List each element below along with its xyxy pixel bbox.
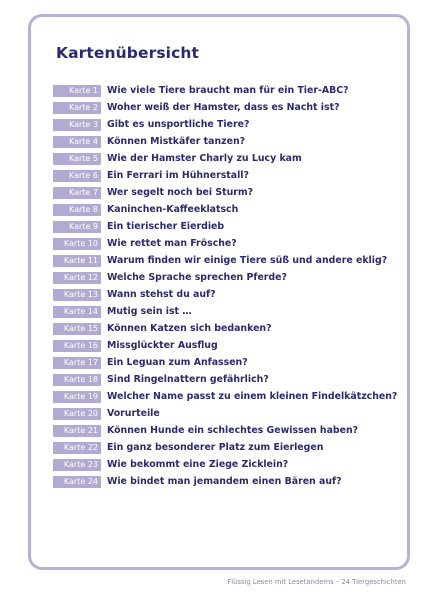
- card-row: [53, 201, 403, 218]
- card-row: [53, 371, 403, 388]
- card-badge: Karte 23: [53, 459, 101, 471]
- card-row: [53, 82, 403, 99]
- card-badge: Karte 5: [53, 153, 101, 165]
- card-badge: Karte 24: [53, 476, 101, 488]
- card-title: Können Katzen sich bedanken?: [107, 323, 272, 334]
- card-badge: Karte 1: [53, 85, 101, 97]
- card-badge: Karte 8: [53, 204, 101, 216]
- card-title: Vorurteile: [107, 408, 160, 419]
- card-list: [53, 82, 403, 490]
- card-row: [53, 422, 403, 439]
- card-row: [53, 116, 403, 133]
- card-row: [53, 184, 403, 201]
- card-title: Wann stehst du auf?: [107, 289, 216, 300]
- card-row: [53, 218, 403, 235]
- card-row: [53, 252, 403, 269]
- card-badge: Karte 2: [53, 102, 101, 114]
- card-title: Wie viele Tiere braucht man für ein Tier-ABC?: [107, 85, 349, 96]
- card-badge: Karte 21: [53, 425, 101, 437]
- card-row: [53, 235, 403, 252]
- card-row: [53, 99, 403, 116]
- card-title: Missglückter Ausflug: [107, 340, 218, 351]
- card-title: Können Mistkäfer tanzen?: [107, 136, 246, 147]
- card-row: [53, 337, 403, 354]
- card-row: [53, 133, 403, 150]
- card-badge: Karte 3: [53, 119, 101, 131]
- card-badge: Karte 16: [53, 340, 101, 352]
- card-title: Welche Sprache sprechen Pferde?: [107, 272, 287, 283]
- card-title: Ein Ferrari im Hühnerstall?: [107, 170, 249, 181]
- card-row: [53, 320, 403, 337]
- card-title: Wie bindet man jemandem einen Bären auf?: [107, 476, 342, 487]
- card-row: [53, 473, 403, 490]
- card-badge: Karte 17: [53, 357, 101, 369]
- card-row: [53, 439, 403, 456]
- card-badge: Karte 15: [53, 323, 101, 335]
- card-badge: Karte 11: [53, 255, 101, 267]
- card-title: Ein ganz besonderer Platz zum Eierlegen: [107, 442, 324, 453]
- card-badge: Karte 6: [53, 170, 101, 182]
- page-title: Kartenübersicht: [56, 44, 200, 62]
- card-badge: Karte 13: [53, 289, 101, 301]
- card-row: [53, 150, 403, 167]
- card-badge: Karte 22: [53, 442, 101, 454]
- card-title: Können Hunde ein schlechtes Gewissen haben?: [107, 425, 359, 436]
- card-badge: Karte 7: [53, 187, 101, 199]
- card-title: Wie bekommt eine Ziege Zicklein?: [107, 459, 289, 470]
- card-title: Mutig sein ist …: [107, 306, 192, 317]
- card-title: Sind Ringelnattern gefährlich?: [107, 374, 269, 385]
- card-badge: Karte 9: [53, 221, 101, 233]
- card-row: [53, 354, 403, 371]
- card-title: Warum finden wir einige Tiere süß und andere eklig?: [107, 255, 388, 266]
- card-title: Wie der Hamster Charly zu Lucy kam: [107, 153, 302, 164]
- card-badge: Karte 19: [53, 391, 101, 403]
- card-title: Ein tierischer Eierdieb: [107, 221, 225, 232]
- card-badge: Karte 10: [53, 238, 101, 250]
- card-title: Ein Leguan zum Anfassen?: [107, 357, 248, 368]
- card-badge: Karte 12: [53, 272, 101, 284]
- card-row: [53, 286, 403, 303]
- card-title: Wer segelt noch bei Sturm?: [107, 187, 254, 198]
- card-row: [53, 167, 403, 184]
- card-badge: Karte 18: [53, 374, 101, 386]
- card-badge: Karte 20: [53, 408, 101, 420]
- page-footer: Flüssig Lesen mit Lesetandems – 24 Tiergeschichten: [227, 578, 406, 586]
- card-row: [53, 269, 403, 286]
- card-row: [53, 456, 403, 473]
- card-title: Wie rettet man Frösche?: [107, 238, 237, 249]
- card-title: Gibt es unsportliche Tiere?: [107, 119, 250, 130]
- card-row: [53, 303, 403, 320]
- card-row: [53, 405, 403, 422]
- card-title: Woher weiß der Hamster, dass es Nacht ist?: [107, 102, 340, 113]
- card-row: [53, 388, 403, 405]
- card-title: Kaninchen-Kaffeeklatsch: [107, 204, 239, 215]
- card-badge: Karte 4: [53, 136, 101, 148]
- card-title: Welcher Name passt zu einem kleinen Findelkätzchen?: [107, 391, 398, 402]
- card-badge: Karte 14: [53, 306, 101, 318]
